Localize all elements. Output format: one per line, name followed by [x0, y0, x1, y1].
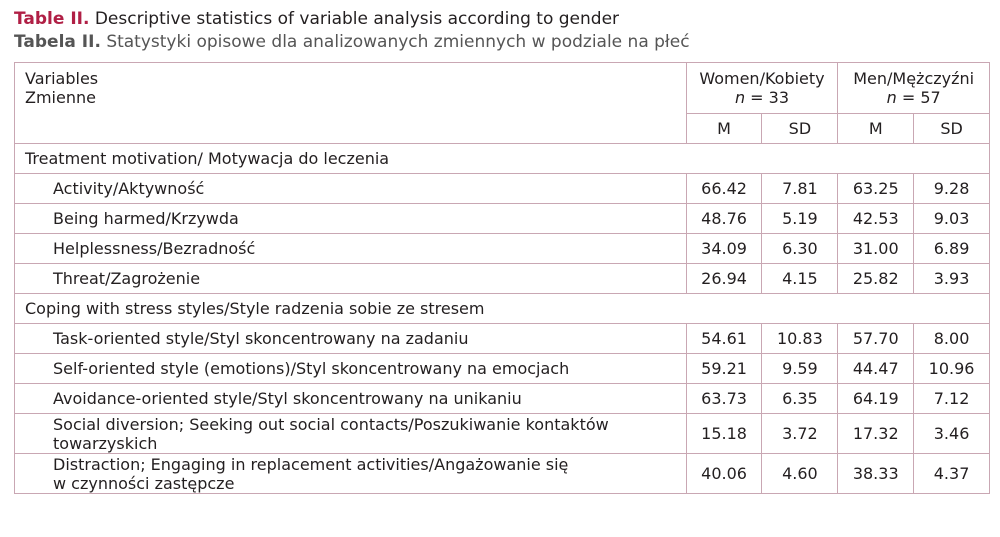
women-mean: 59.21: [686, 354, 762, 384]
women-sd: 6.30: [762, 234, 838, 264]
men-sd: 9.28: [914, 174, 990, 204]
variables-header-en: Variables: [25, 69, 99, 88]
variable-label: [15, 414, 687, 454]
women-sd: 4.15: [762, 264, 838, 294]
section-row-coping-styles: [15, 294, 990, 324]
table-row: [15, 354, 990, 384]
men-sd: 9.03: [914, 204, 990, 234]
men-sd: 6.89: [914, 234, 990, 264]
men-n-label: n: [886, 88, 897, 107]
caption-english-text: Descriptive statistics of variable analysis according to gender: [94, 9, 620, 29]
variable-label: Being harmed/Krzywda: [15, 204, 687, 234]
variable-label-line1: Distraction; Engaging in replacement activities/Angażowanie się: [53, 454, 569, 474]
variable-label-line1: Social diversion; Seeking out social contacts/Poszukiwanie kontaktów: [53, 414, 609, 434]
women-sd: 10.83: [762, 324, 838, 354]
men-mean: 25.82: [838, 264, 914, 294]
table-row: [15, 174, 990, 204]
header-row-groups: [15, 63, 990, 114]
caption-polish: [14, 31, 690, 53]
table-row: [15, 234, 990, 264]
men-mean: 44.47: [838, 354, 914, 384]
women-sd: 4.60: [762, 454, 838, 494]
women-group-header: [686, 63, 838, 114]
men-sd-header: SD: [914, 114, 990, 144]
variable-label: Threat/Zagrożenie: [15, 264, 687, 294]
men-n-value: = 57: [901, 88, 941, 107]
women-sd: 6.35: [762, 384, 838, 414]
variables-header-pl: Zmienne: [25, 88, 96, 107]
men-sd: 7.12: [914, 384, 990, 414]
variable-label-line2: w czynności zastępcze: [53, 473, 235, 493]
caption-english-label: Table II.: [14, 9, 90, 29]
statistics-table: [14, 62, 990, 494]
women-mean: 26.94: [686, 264, 762, 294]
variable-label: Activity/Aktywność: [15, 174, 687, 204]
men-mean: 57.70: [838, 324, 914, 354]
variables-header: [15, 63, 687, 144]
women-mean: 63.73: [686, 384, 762, 414]
women-sd: 5.19: [762, 204, 838, 234]
section-title: Treatment motivation/ Motywacja do leczenia: [15, 144, 990, 174]
women-header-n: [697, 88, 828, 107]
men-mean: 63.25: [838, 174, 914, 204]
men-mean: 31.00: [838, 234, 914, 264]
women-mean: 15.18: [686, 414, 762, 454]
variable-label: Helplessness/Bezradność: [15, 234, 687, 264]
women-sd-header: SD: [762, 114, 838, 144]
women-header-label: Women/Kobiety: [699, 69, 825, 88]
men-m-header: M: [838, 114, 914, 144]
women-sd: 7.81: [762, 174, 838, 204]
caption-polish-text: Statystyki opisowe dla analizowanych zmiennych w podziale na płeć: [106, 32, 690, 52]
women-mean: 66.42: [686, 174, 762, 204]
men-sd: 4.37: [914, 454, 990, 494]
section-title: Coping with stress styles/Style radzenia sobie ze stresem: [15, 294, 990, 324]
variable-label: Self-oriented style (emotions)/Styl skoncentrowany na emocjach: [15, 354, 687, 384]
women-n-value: = 33: [750, 88, 790, 107]
men-sd: 10.96: [914, 354, 990, 384]
section-row-treatment-motivation: [15, 144, 990, 174]
caption-polish-label: Tabela II.: [14, 32, 101, 52]
table-row: [15, 264, 990, 294]
table-row: [15, 384, 990, 414]
table-row: [15, 454, 990, 494]
men-header-label: Men/Mężczyźni: [853, 69, 975, 88]
men-header-n: [848, 88, 979, 107]
men-group-header: [838, 63, 990, 114]
men-mean: 17.32: [838, 414, 914, 454]
women-sd: 9.59: [762, 354, 838, 384]
table-row: [15, 204, 990, 234]
variable-label: [15, 454, 687, 494]
table-row: [15, 414, 990, 454]
variable-label: Task-oriented style/Styl skoncentrowany na zadaniu: [15, 324, 687, 354]
table-row: [15, 324, 990, 354]
men-sd: 3.93: [914, 264, 990, 294]
women-mean: 54.61: [686, 324, 762, 354]
women-mean: 48.76: [686, 204, 762, 234]
women-n-label: n: [734, 88, 746, 107]
men-sd: 8.00: [914, 324, 990, 354]
women-sd: 3.72: [762, 414, 838, 454]
men-mean: 38.33: [838, 454, 914, 494]
women-mean: 34.09: [686, 234, 762, 264]
women-mean: 40.06: [686, 454, 762, 494]
variable-label: Avoidance-oriented style/Styl skoncentrowany na unikaniu: [15, 384, 687, 414]
caption-english: [14, 8, 619, 30]
men-mean: 64.19: [838, 384, 914, 414]
variable-label-line2: towarzyskich: [53, 433, 158, 453]
men-mean: 42.53: [838, 204, 914, 234]
women-m-header: M: [686, 114, 762, 144]
men-sd: 3.46: [914, 414, 990, 454]
